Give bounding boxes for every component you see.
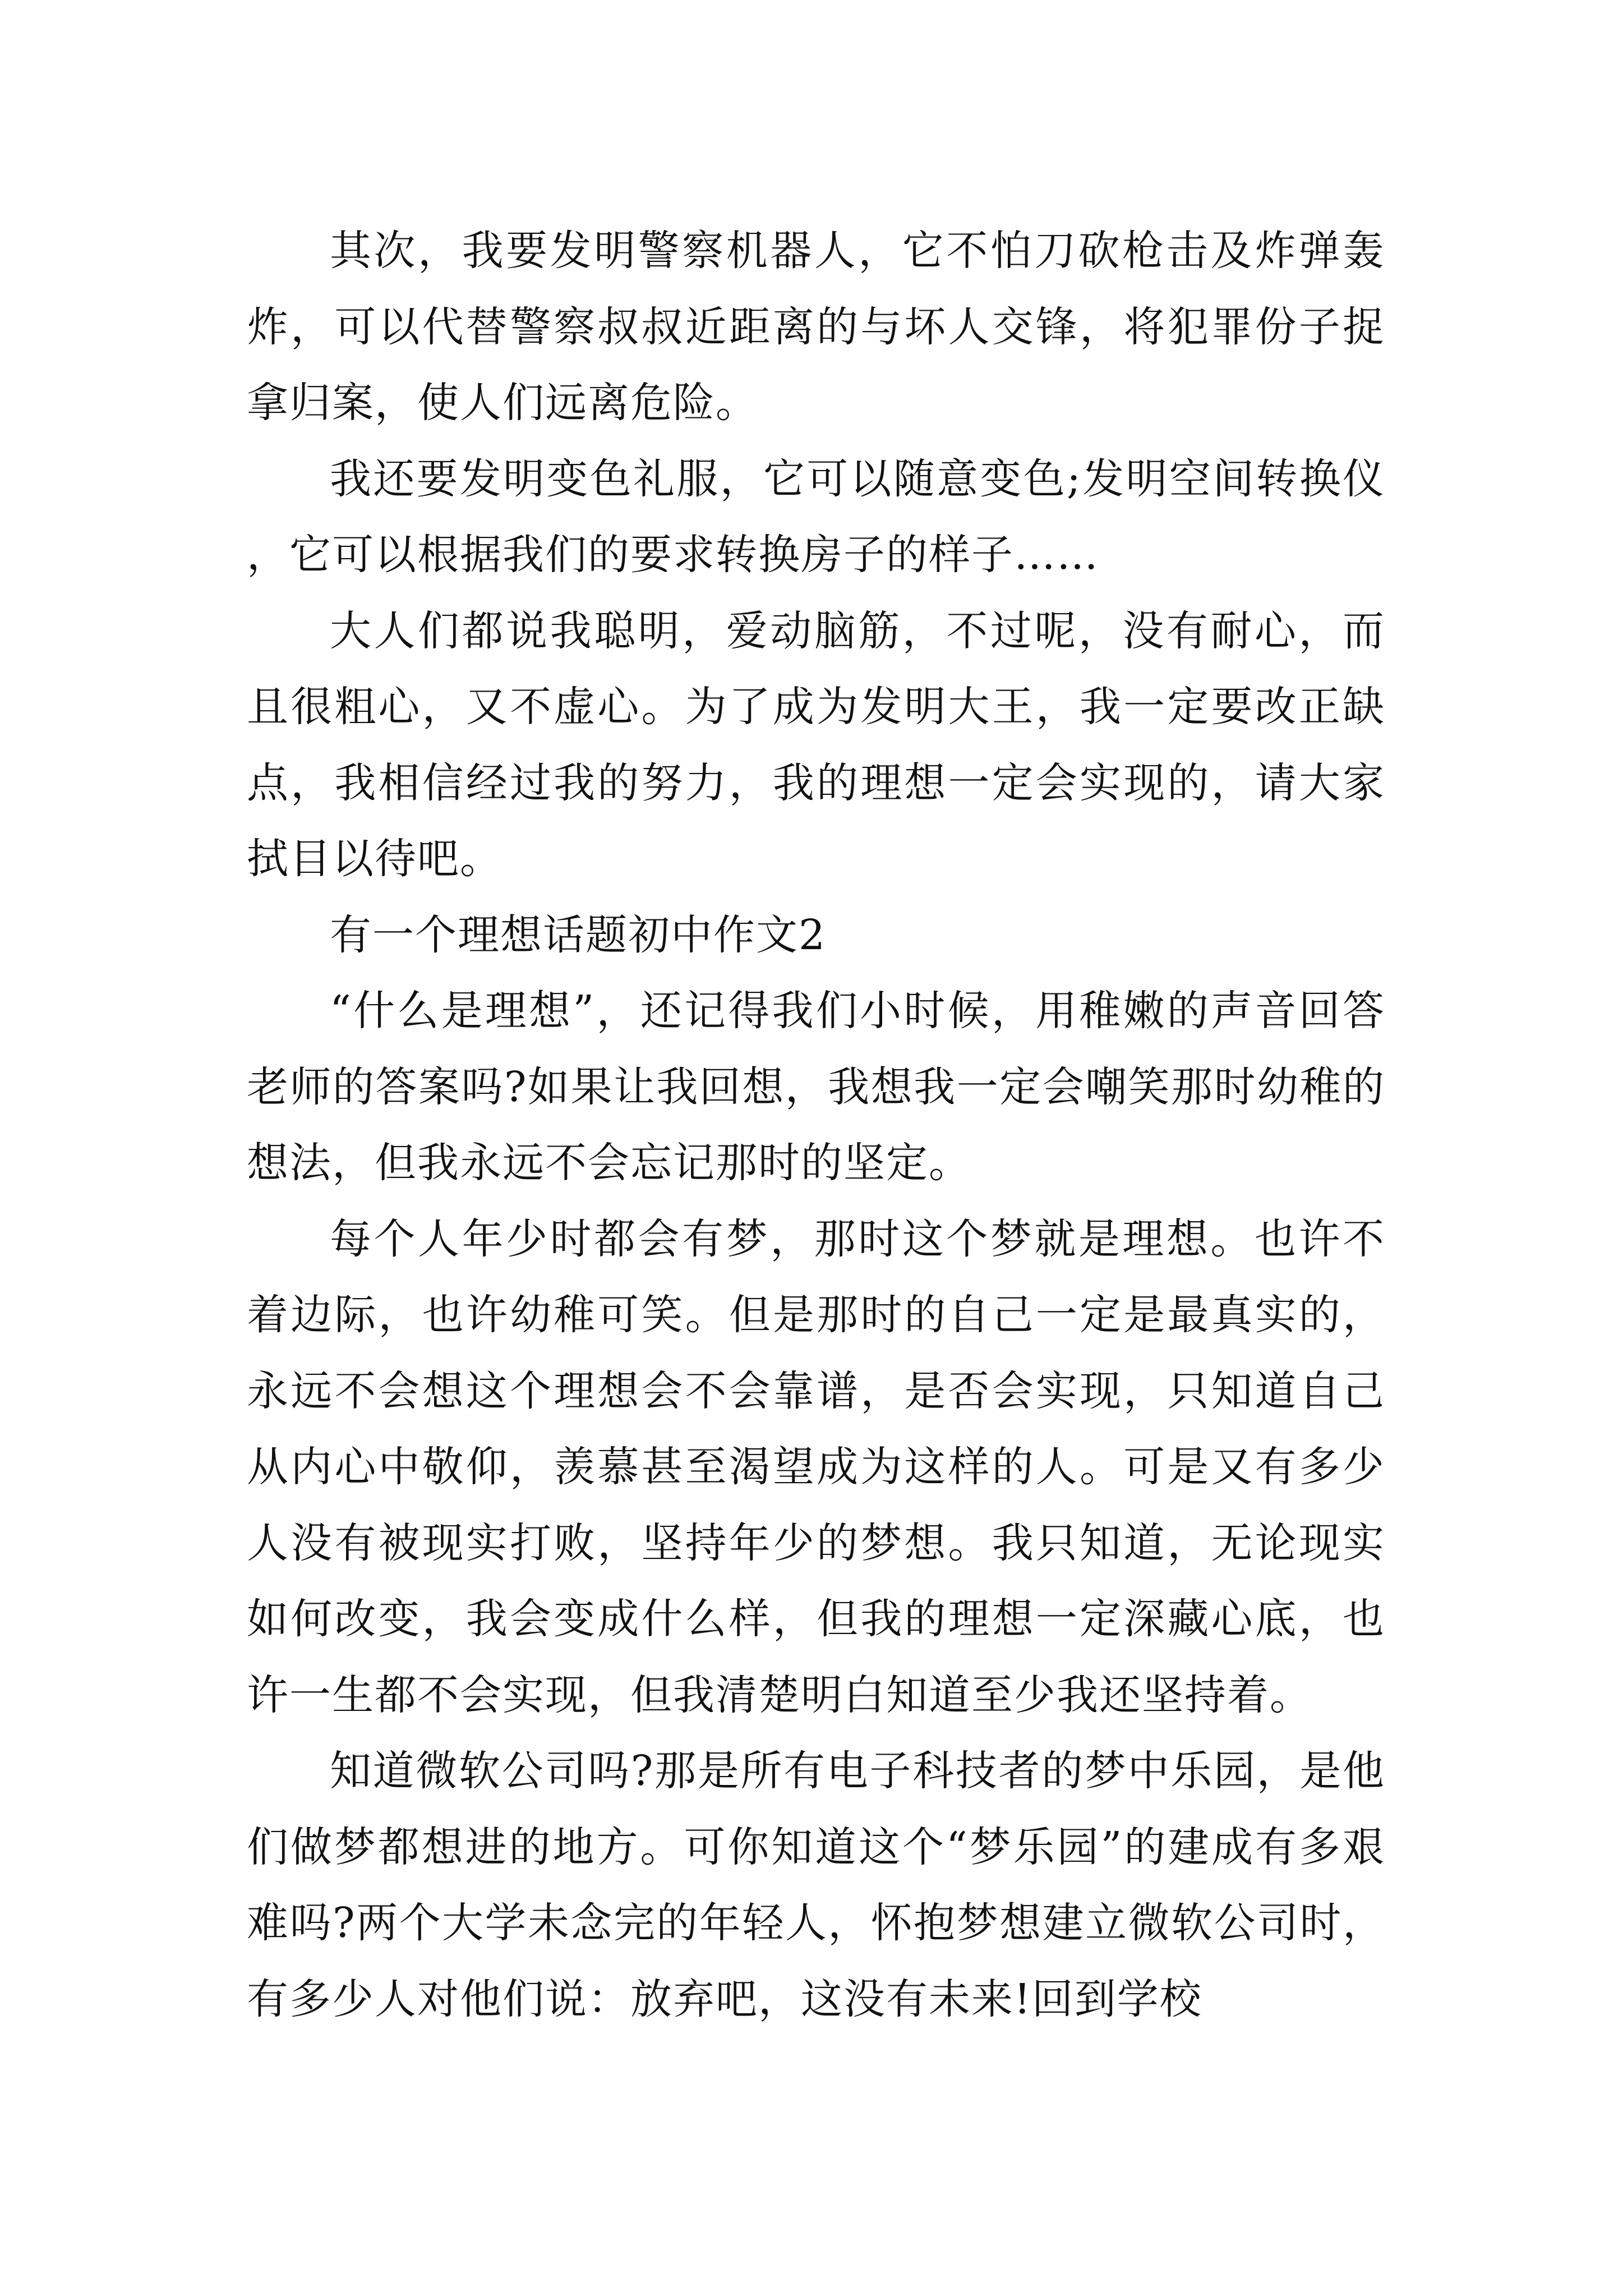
paragraph-microsoft: 知道微软公司吗?那是所有电子科技者的梦中乐园，是他们做梦都想进的地方。可你知道这个“梦乐园”的建成有多艰难吗?两个大学未念完的年轻人，怀抱梦想建立微软公司时，有多少人对他们说：放弃吧，这没有未来!回到学校 (247, 1747, 1385, 2023)
paragraph-youth-dream: 每个人年少时都会有梦，那时这个梦就是理想。也许不着边际，也许幼稚可笑。但是那时的自己一定是最真实的，永远不会想这个理想会不会靠谱，是否会实现，只知道自己从内心中敬仰，羡慕甚至渴望成为这样的人。可是又有多少人没有被现实打败，坚持年少的梦想。我只知道，无论现实如何改变，我会变成什么样，但我的理想一定深藏心底，也许一生都不会实现，但我清楚明白知道至少我还坚持着。 (247, 1214, 1385, 1719)
paragraph-adults-say: 大人们都说我聪明，爱动脑筋，不过呢，没有耐心，而且很粗心，又不虚心。为了成为发明大王，我一定要改正缺点，我相信经过我的努力，我的理想一定会实现的，请大家拭目以待吧。 (247, 606, 1385, 883)
paragraph-what-is-ideal: “什么是理想”，还记得我们小时候，用稚嫩的声音回答老师的答案吗?如果让我回想，我想我一定会嘲笑那时幼稚的想法，但我永远不会忘记那时的坚定。 (247, 987, 1385, 1187)
paragraph-color-dress: 我还要发明变色礼服，它可以随意变色;发明空间转换仪，它可以根据我们的要求转换房子的样子…… (247, 454, 1385, 579)
paragraph-police-robot: 其次，我要发明警察机器人，它不怕刀砍枪击及炸弹轰炸，可以代替警察叔叔近距离的与坏人交锋，将犯罪份子捉拿归案，使人们远离危险。 (247, 227, 1385, 427)
essay-heading: 有一个理想话题初中作文2 (330, 910, 827, 959)
document-body (247, 213, 1385, 2037)
